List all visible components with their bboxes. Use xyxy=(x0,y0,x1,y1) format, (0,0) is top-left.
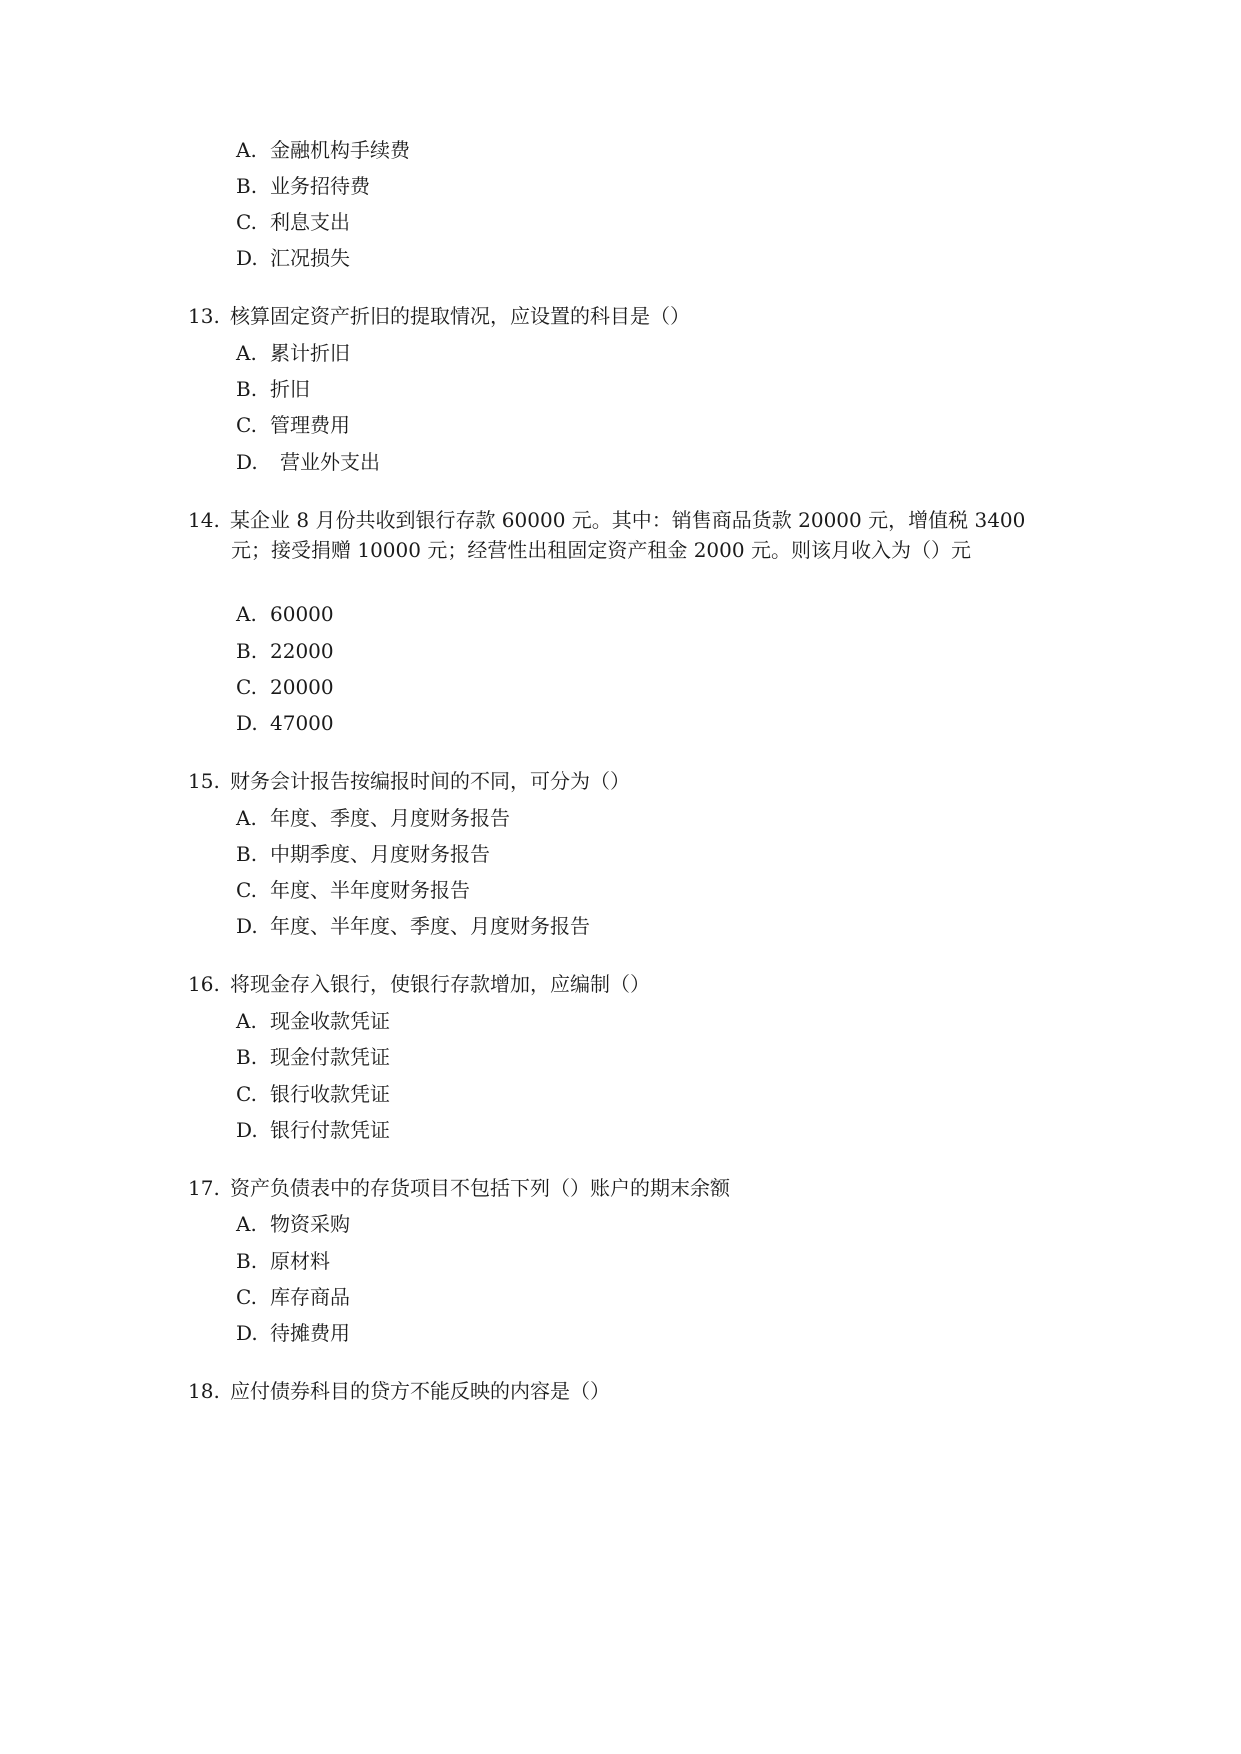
option-text: 管理费用 xyxy=(270,413,350,437)
question-text: 将现金存入银行，使银行存款增加，应编制（） xyxy=(230,972,650,996)
option-text: 汇况损失 xyxy=(270,246,350,270)
option-letter: A. xyxy=(236,602,257,626)
option-a xyxy=(236,804,510,832)
option-text: 60000 xyxy=(270,602,334,626)
option-text: 47000 xyxy=(270,711,334,735)
option-letter: B. xyxy=(236,1045,258,1069)
option-text: 年度、半年度财务报告 xyxy=(270,878,470,902)
option-text: 待摊费用 xyxy=(270,1321,350,1345)
option-d xyxy=(236,244,350,272)
option-d xyxy=(236,448,380,476)
option-text: 现金收款凭证 xyxy=(270,1009,390,1033)
option-letter: A. xyxy=(236,806,257,830)
option-letter: D. xyxy=(236,450,258,474)
option-letter: C. xyxy=(236,675,257,699)
option-b xyxy=(236,637,334,665)
option-b xyxy=(236,172,370,200)
option-a xyxy=(236,136,410,164)
question-text: 资产负债表中的存货项目不包括下列（）账户的期末余额 xyxy=(230,1176,730,1200)
option-letter: C. xyxy=(236,1082,257,1106)
option-a xyxy=(236,600,334,628)
option-a xyxy=(236,1007,390,1035)
question-text: 核算固定资产折旧的提取情况，应设置的科目是（） xyxy=(230,304,690,328)
option-text: 中期季度、月度财务报告 xyxy=(270,842,490,866)
option-letter: B. xyxy=(236,1249,258,1273)
question-number: 13. xyxy=(188,304,220,328)
option-text: 营业外支出 xyxy=(280,450,380,474)
option-text: 22000 xyxy=(270,639,334,663)
option-b xyxy=(236,375,310,403)
question-text-continued: 元；接受捐赠 10000 元；经营性出租固定资产租金 2000 元。则该月收入为（）元 xyxy=(231,538,971,562)
option-letter: D. xyxy=(236,1321,258,1345)
option-letter: B. xyxy=(236,377,258,401)
option-letter: D. xyxy=(236,246,258,270)
option-text: 金融机构手续费 xyxy=(270,138,410,162)
option-letter: B. xyxy=(236,174,258,198)
option-d xyxy=(236,1116,390,1144)
question-number: 17. xyxy=(188,1176,220,1200)
option-letter: B. xyxy=(236,842,258,866)
option-text: 年度、季度、月度财务报告 xyxy=(270,806,510,830)
option-text: 银行收款凭证 xyxy=(270,1082,390,1106)
option-text: 现金付款凭证 xyxy=(270,1045,390,1069)
option-text: 年度、半年度、季度、月度财务报告 xyxy=(270,914,590,938)
question-14 xyxy=(188,506,1025,534)
option-letter: A. xyxy=(236,138,257,162)
option-letter: C. xyxy=(236,210,257,234)
option-text: 业务招待费 xyxy=(270,174,370,198)
question-text: 某企业 8 月份共收到银行存款 60000 元。其中：销售商品货款 20000 元，增值税 3400 xyxy=(230,508,1026,532)
question-number: 14. xyxy=(188,508,220,532)
option-letter: A. xyxy=(236,1009,257,1033)
option-text: 累计折旧 xyxy=(270,341,350,365)
option-letter: D. xyxy=(236,1118,258,1142)
question-15 xyxy=(188,767,630,795)
option-a xyxy=(236,1210,350,1238)
option-text: 原材料 xyxy=(270,1249,330,1273)
option-letter: C. xyxy=(236,1285,257,1309)
option-text: 库存商品 xyxy=(270,1285,350,1309)
option-b xyxy=(236,1247,330,1275)
question-text: 应付债券科目的贷方不能反映的内容是（） xyxy=(230,1379,610,1403)
option-a xyxy=(236,339,350,367)
option-letter: C. xyxy=(236,878,257,902)
question-text: 财务会计报告按编报时间的不同，可分为（） xyxy=(230,769,630,793)
option-text: 物资采购 xyxy=(270,1212,350,1236)
option-letter: A. xyxy=(236,341,257,365)
option-b xyxy=(236,840,490,868)
option-c xyxy=(236,876,470,904)
option-text: 20000 xyxy=(270,675,334,699)
option-c xyxy=(236,208,350,236)
option-c xyxy=(236,411,350,439)
question-number: 15. xyxy=(188,769,220,793)
option-letter: B. xyxy=(236,639,258,663)
option-text: 银行付款凭证 xyxy=(270,1118,390,1142)
option-c xyxy=(236,1283,350,1311)
option-d xyxy=(236,709,334,737)
option-c xyxy=(236,1080,390,1108)
option-d xyxy=(236,912,590,940)
question-18 xyxy=(188,1377,610,1405)
question-number: 18. xyxy=(188,1379,220,1403)
question-16 xyxy=(188,970,650,998)
question-number: 16. xyxy=(188,972,220,996)
option-letter: D. xyxy=(236,914,258,938)
option-text: 利息支出 xyxy=(270,210,350,234)
option-letter: C. xyxy=(236,413,257,437)
option-d xyxy=(236,1319,350,1347)
question-17 xyxy=(188,1174,730,1202)
option-c xyxy=(236,673,334,701)
option-letter: D. xyxy=(236,711,258,735)
option-b xyxy=(236,1043,390,1071)
option-letter: A. xyxy=(236,1212,257,1236)
question-13 xyxy=(188,302,690,330)
option-text: 折旧 xyxy=(270,377,310,401)
